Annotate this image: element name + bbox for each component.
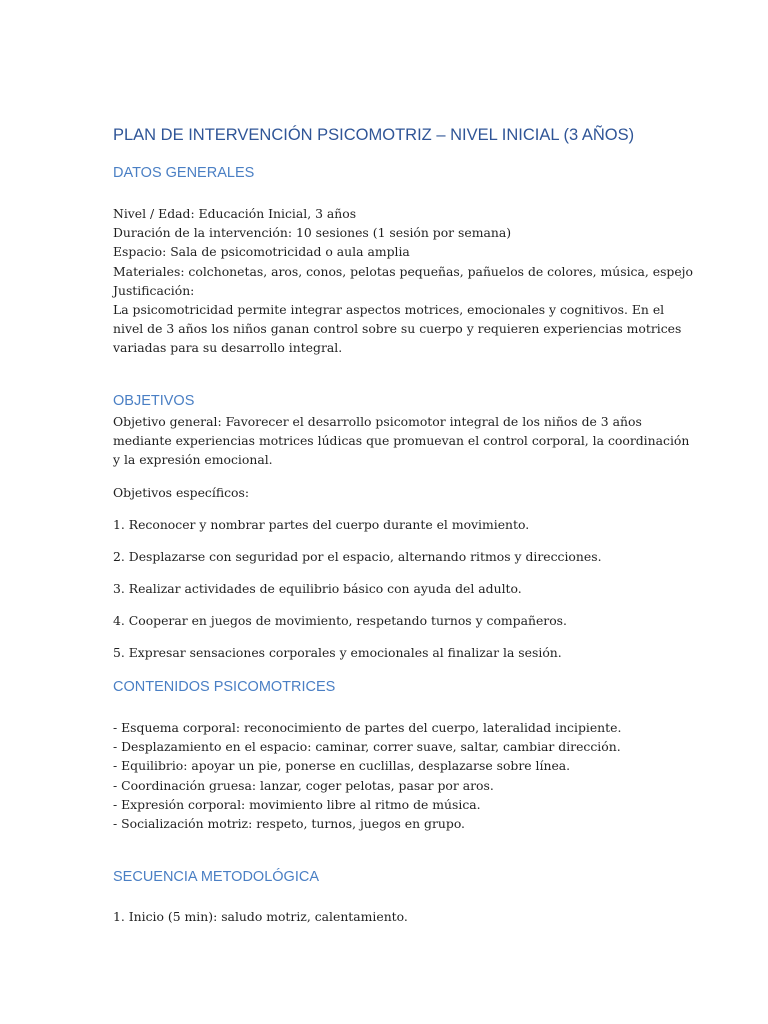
contenidos-block	[113, 718, 658, 833]
contenido-item: - Equilibrio: apoyar un pie, ponerse en cuclillas, desplazarse sobre línea.	[113, 758, 571, 774]
heading-contenidos: CONTENIDOS PSICOMOTRICES	[113, 679, 336, 695]
objetivo-general-line-3: y la expresión emocional.	[113, 452, 273, 468]
contenido-item: - Esquema corporal: reconocimiento de partes del cuerpo, lateralidad incipiente.	[113, 720, 622, 735]
datos-generales-block	[113, 204, 693, 358]
heading-objetivos: OBJETIVOS	[113, 393, 195, 409]
datos-line-materiales: Materiales: colchonetas, aros, conos, pelotas pequeñas, pañuelos de colores, música, espejo	[113, 263, 693, 279]
contenido-item: - Desplazamiento en el espacio: caminar, correr suave, saltar, cambiar dirección.	[113, 739, 621, 755]
datos-line-espacio: Espacio: Sala de psicomotricidad o aula amplia	[113, 244, 410, 260]
objetivo-especifico-item: 5. Expresar sensaciones corporales y emocionales al finalizar la sesión.	[113, 645, 562, 660]
datos-line-duracion: Duración de la intervención: 10 sesiones (1 sesión por semana)	[113, 225, 512, 241]
objetivo-especifico-item: 2. Desplazarse con seguridad por el espacio, alternando ritmos y direcciones.	[113, 549, 602, 564]
datos-line-nivel: Nivel / Edad: Educación Inicial, 3 años	[113, 206, 357, 221]
objetivo-especifico-item: 1. Reconocer y nombrar partes del cuerpo durante el movimiento.	[113, 517, 530, 532]
datos-line-justificacion-2: nivel de 3 años los niños ganan control sobre su cuerpo y requieren experiencias motrices	[113, 321, 682, 337]
objetivo-general-line-2: mediante experiencias motrices lúdicas que promuevan el control corporal, la coordinación	[113, 433, 690, 449]
heading-secuencia: SECUENCIA METODOLÓGICA	[113, 869, 319, 885]
heading-datos-generales: DATOS GENERALES	[113, 165, 255, 181]
objetivo-general-block	[113, 412, 690, 470]
datos-line-justificacion-1: La psicomotricidad permite integrar aspectos motrices, emocionales y cognitivos. En el	[113, 302, 665, 318]
datos-line-justificacion-label: Justificación:	[113, 282, 195, 298]
contenido-item: - Socialización motriz: respeto, turnos, juegos en grupo.	[113, 816, 465, 832]
contenido-item: - Expresión corporal: movimiento libre al ritmo de música.	[113, 796, 481, 812]
datos-line-justificacion-3: variadas para su desarrollo integral.	[113, 340, 343, 356]
objetivo-general-line-1: Objetivo general: Favorecer el desarrollo psicomotor integral de los niños de 3 años	[113, 414, 642, 429]
objetivo-especifico-item: 4. Cooperar en juegos de movimiento, respetando turnos y compañeros.	[113, 613, 567, 628]
objetivos-especificos-label: Objetivos específicos:	[113, 485, 250, 500]
document-title: PLAN DE INTERVENCIÓN PSICOMOTRIZ – NIVEL INICIAL (3 AÑOS)	[113, 126, 635, 144]
objetivo-especifico-item: 3. Realizar actividades de equilibrio básico con ayuda del adulto.	[113, 581, 522, 596]
contenido-item: - Coordinación gruesa: lanzar, coger pelotas, pasar por aros.	[113, 777, 494, 793]
secuencia-item: 1. Inicio (5 min): saludo motriz, calentamiento.	[113, 909, 408, 924]
